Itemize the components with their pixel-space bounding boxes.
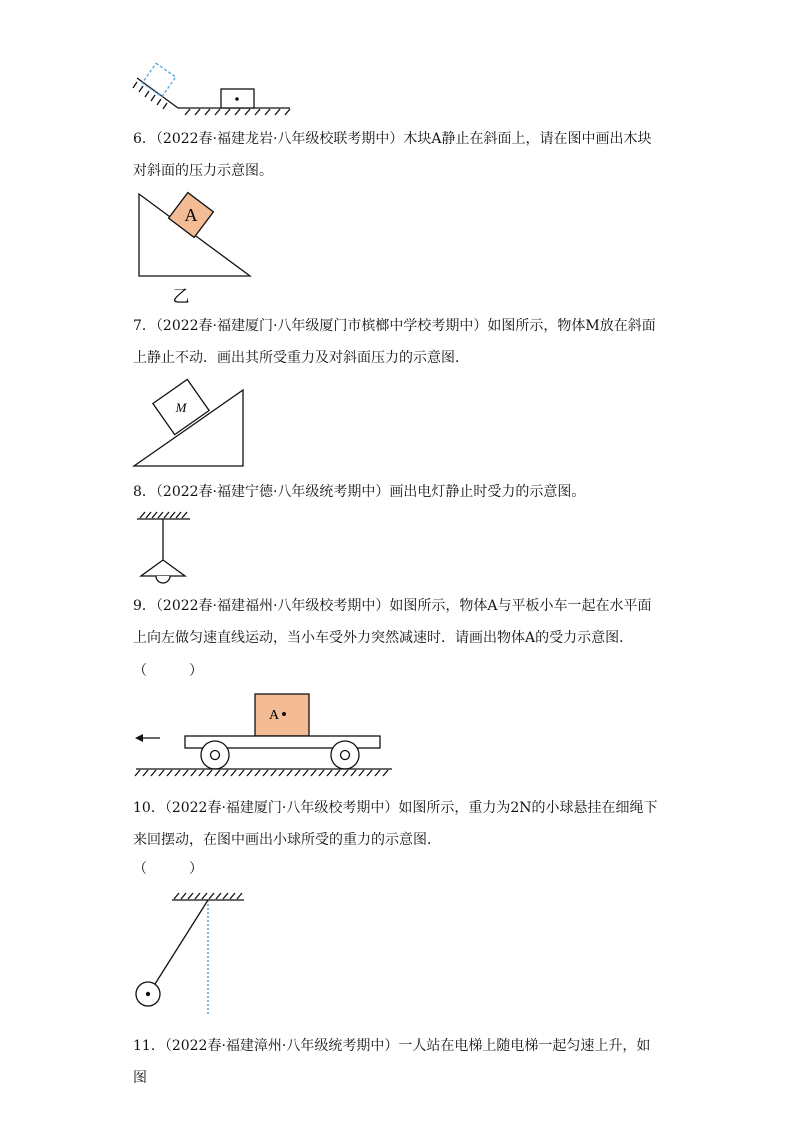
q9-figure	[0, 690, 794, 780]
top-partial-figure	[0, 0, 794, 120]
block-center-dot	[235, 97, 239, 101]
q7-figure	[0, 385, 794, 475]
q9-block-label: A	[268, 708, 280, 723]
q10-figure	[0, 890, 794, 1020]
q8-figure	[0, 505, 794, 585]
q9-ground-hatch	[135, 769, 392, 776]
q6-caption: 乙	[172, 287, 190, 307]
q6-figure	[0, 190, 794, 330]
q10-ball-center-dot	[146, 992, 150, 996]
q9-block-a	[255, 694, 309, 736]
q8-bulb	[156, 576, 170, 583]
question-9-answer-paren: （ ）	[133, 663, 203, 679]
q8-ceiling-hatch	[137, 512, 190, 519]
dashed-square	[142, 63, 175, 96]
hatched-ground	[178, 108, 290, 115]
question-10-text: 10．（2022春·福建厦门·八年级校考期中）如图所示，重力为2N的小球悬挂在细绳下来回摆动，在图中画出小球所受的重力的示意图．	[133, 800, 658, 848]
q9-direction-arrow	[135, 734, 160, 742]
q10-ceiling-hatch	[172, 893, 244, 900]
question-11-text: 11．（2022春·福建漳州·八年级统考期中）一人站在电梯上随电梯一起匀速上升，如图	[133, 1038, 651, 1086]
q7-block-label: M	[175, 400, 187, 415]
question-8-text: 8．（2022春·福建宁德·八年级统考期中）画出电灯静止时受力的示意图。	[133, 484, 586, 500]
q9-right-wheel	[331, 741, 359, 769]
question-6-text: 6．（2022春·福建龙岩·八年级校联考期中）木块A静止在斜面上，请在图中画出木块对斜面的压力示意图。	[133, 131, 652, 179]
question-9-text: 9．（2022春·福建福州·八年级校考期中）如图所示，物体A与平板小车一起在水平面上向左做匀速直线运动，当小车受外力突然减速时．请画出物体A的受力示意图．	[133, 598, 652, 646]
q8-lamp-shade	[141, 560, 185, 576]
q9-block-dot	[282, 712, 286, 716]
q6-block-label: A	[184, 205, 198, 225]
q10-string	[155, 900, 208, 984]
q9-left-wheel	[201, 741, 229, 769]
question-10-answer-paren: （ ）	[133, 861, 203, 877]
question-7-text: 7．（2022春·福建厦门·八年级厦门市槟榔中学校考期中）如图所示，物体M放在斜面上静止不动．画出其所受重力及对斜面压力的示意图．	[133, 318, 656, 366]
